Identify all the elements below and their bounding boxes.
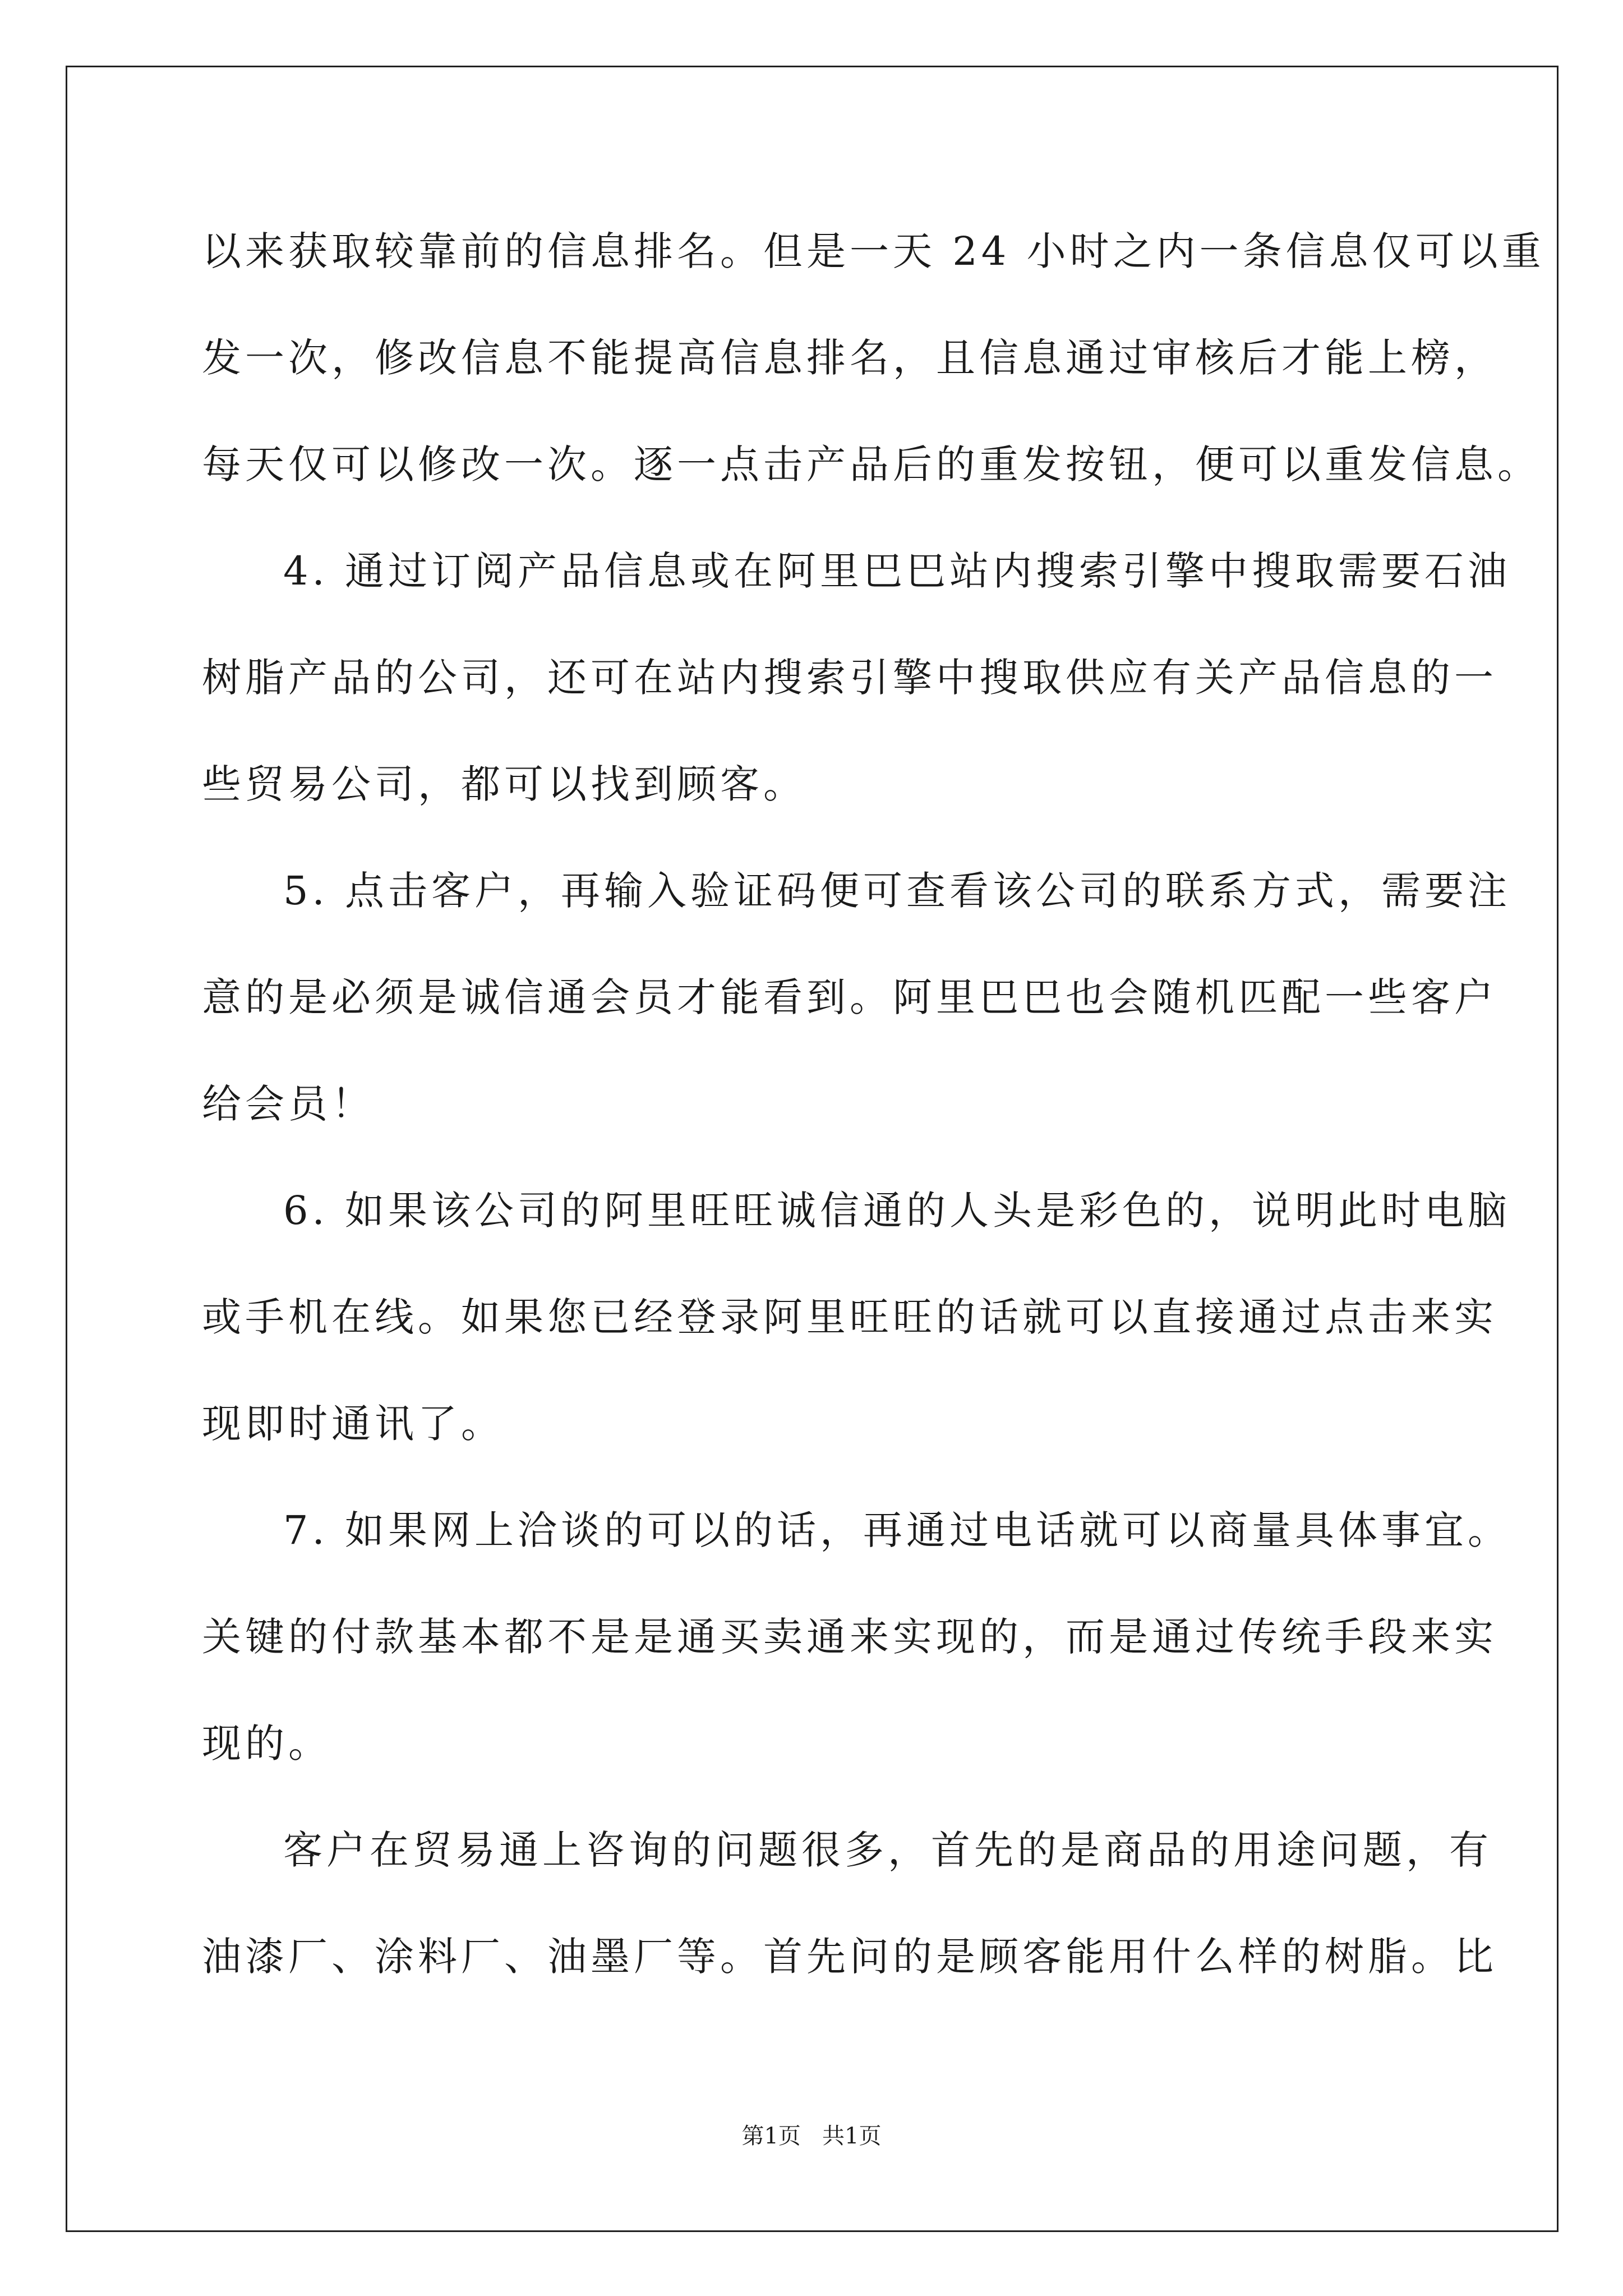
page-footer: 第1页 共1页 bbox=[741, 2123, 882, 2149]
text-line: 现即时通讯了。 bbox=[202, 1401, 504, 1447]
text-line: 5. 点击客户，再输入验证码便可查看该公司的联系方式，需要注 bbox=[283, 868, 1511, 914]
text-line: 意的是必须是诚信通会员才能看到。阿里巴巴也会随机匹配一些客户 bbox=[202, 974, 1497, 1020]
text-line: 发一次，修改信息不能提高信息排名，且信息通过审核后才能上榜， bbox=[202, 335, 1497, 381]
text-line: 每天仅可以修改一次。逐一点击产品后的重发按钮，便可以重发信息。 bbox=[202, 441, 1541, 487]
text-line: 客户在贸易通上咨询的问题很多，首先的是商品的用途问题，有 bbox=[283, 1827, 1492, 1873]
text-line: 现的。 bbox=[202, 1720, 331, 1766]
text-line: 6. 如果该公司的阿里旺旺诚信通的人头是彩色的，说明此时电脑 bbox=[283, 1188, 1511, 1234]
text-line: 油漆厂、涂料厂、油墨厂等。首先问的是顾客能用什么样的树脂。比 bbox=[202, 1934, 1497, 1980]
text-line: 些贸易公司，都可以找到顾客。 bbox=[202, 761, 806, 807]
text-line: 7. 如果网上洽谈的可以的话，再通过电话就可以商量具体事宜。 bbox=[283, 1507, 1511, 1553]
document-body bbox=[202, 209, 1545, 2021]
text-line: 树脂产品的公司，还可在站内搜索引擎中搜取供应有关产品信息的一 bbox=[202, 655, 1497, 701]
text-line: 给会员！ bbox=[202, 1081, 375, 1127]
text-line: 4. 通过订阅产品信息或在阿里巴巴站内搜索引擎中搜取需要石油 bbox=[283, 548, 1511, 594]
text-line: 或手机在线。如果您已经登录阿里旺旺的话就可以直接通过点击来实 bbox=[202, 1294, 1497, 1340]
text-line: 关键的付款基本都不是是通买卖通来实现的，而是通过传统手段来实 bbox=[202, 1614, 1497, 1660]
text-line: 以来获取较靠前的信息排名。但是一天 24 小时之内一条信息仅可以重 bbox=[202, 228, 1545, 274]
